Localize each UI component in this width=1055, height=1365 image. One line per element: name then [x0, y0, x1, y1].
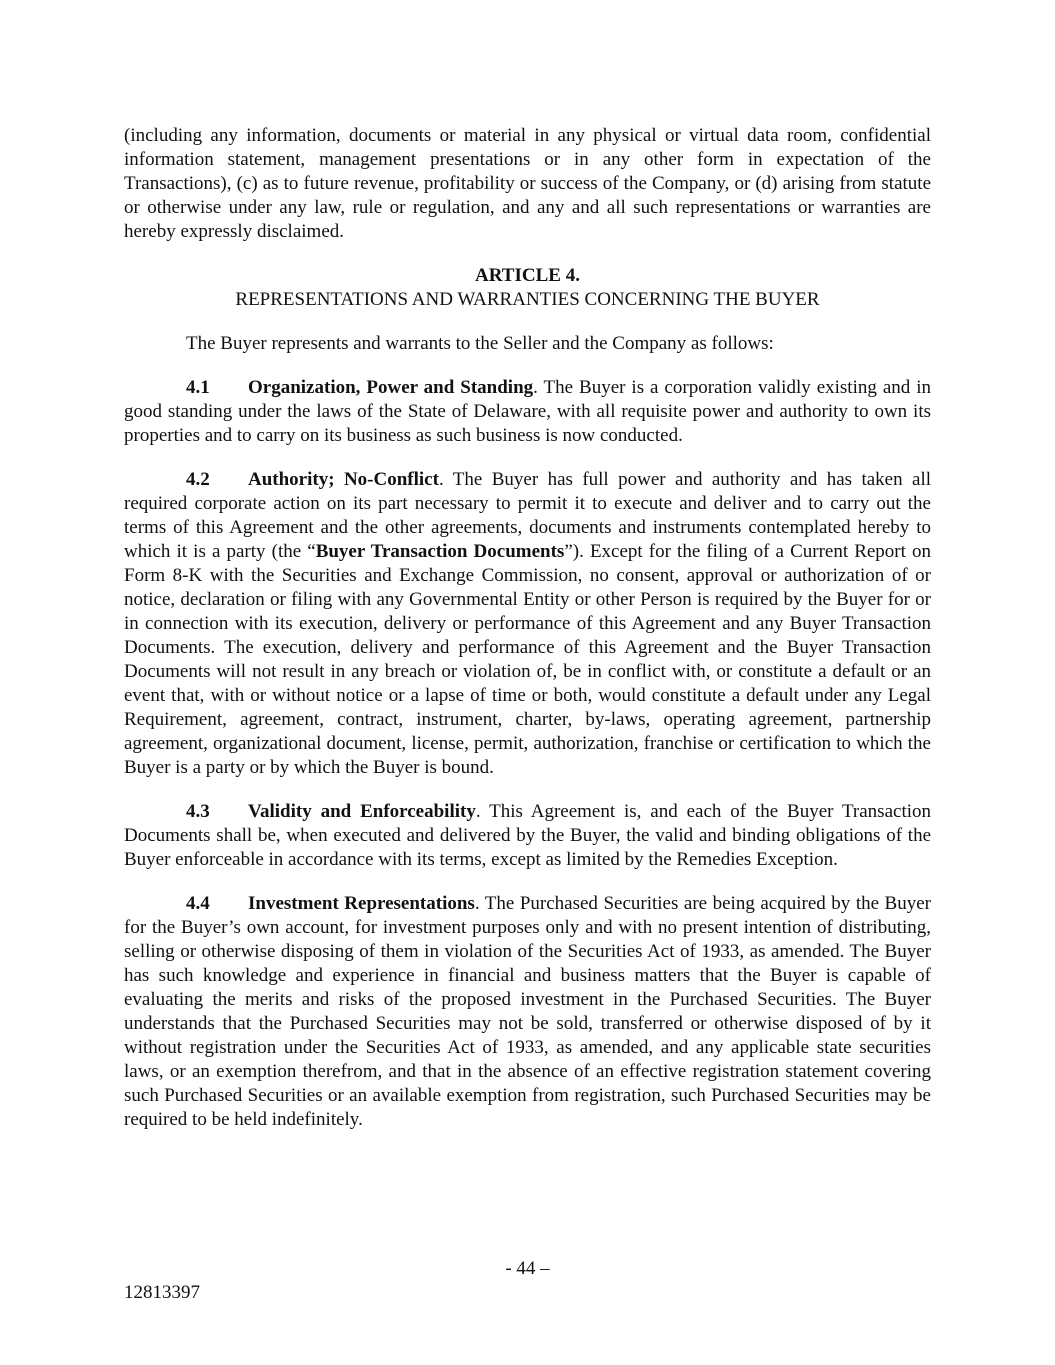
section-number: 4.2	[186, 469, 210, 490]
section-4-4	[124, 892, 931, 1132]
section-number: 4.1	[186, 377, 210, 398]
article-number: ARTICLE 4.	[475, 265, 580, 286]
defined-term: Buyer Transaction Documents	[315, 541, 565, 562]
intro-paragraph: (including any information, documents or material in any physical or virtual data room, confidential information statement, management presentations or in any other form in expectation of the Transactions), (c) as to future revenue, profitability or success of the Company, or (d) arising from statute or otherwise under any law, rule or regulation, and any and all such representations or warranties are hereby expressly disclaimed.	[124, 125, 931, 242]
section-body: . The Purchased Securities are being acquired by the Buyer for the Buyer’s own account, for investment purposes only and with no present intention of distributing, selling or otherwise disposing of them in violation of the Securities Act of 1933, as amended. The Buyer has such knowledge and experience in financial and business matters that the Buyer is capable of evaluating the merits and risks of the proposed investment in the Purchased Securities. The Buyer understands that the Purchased Securities may not be sold, transferred or otherwise disposed of by it without registration under the Securities Act of 1933, as amended, and any applicable state securities laws, or an exemption therefrom, and that in the absence of an effective registration statement covering such Purchased Securities or an available exemption from registration, such Purchased Securities may be required to be held indefinitely.	[124, 893, 931, 1130]
section-number: 4.3	[186, 801, 210, 822]
section-body: . This Agreement is, and each of the Buyer Transaction Documents shall be, when executed and delivered by the Buyer, the valid and binding obligations of the Buyer enforceable in accordance with its terms, except as limited by the Remedies Exception.	[124, 801, 931, 870]
section-heading: Validity and Enforceability	[248, 801, 476, 822]
section-4-2	[124, 468, 931, 780]
section-heading: Investment Representations	[248, 893, 475, 914]
section-4-1	[124, 376, 931, 448]
document-page	[124, 124, 931, 1132]
section-number: 4.4	[186, 893, 210, 914]
section-body: . The Buyer is a corporation validly existing and in good standing under the laws of the State of Delaware, with all requisite power and authority to own its properties and to carry on its business as such business is now conducted.	[124, 377, 931, 446]
section-body-continued: ”). Except for the filing of a Current Report on Form 8-K with the Securities and Exchange Commission, no consent, approval or authorization of or notice, declaration or filing with any Governmental Entity or other Person is required by the Buyer for or in connection with its execution, delivery or performance of this Agreement and any Buyer Transaction Documents. The execution, delivery and performance of this Agreement and the Buyer Transaction Documents will not result in any breach or violation of, be in conflict with, or constitute a default or an event that, with or without notice or a lapse of time or both, would constitute a default under any Legal Requirement, agreement, contract, instrument, charter, by-laws, operating agreement, partnership agreement, organizational document, license, permit, authorization, franchise or certification to which the Buyer is a party or by which the Buyer is bound.	[124, 541, 932, 778]
section-heading: Authority; No-Conflict	[248, 469, 439, 490]
page-number: - 44 –	[505, 1258, 550, 1279]
article-title: REPRESENTATIONS AND WARRANTIES CONCERNING THE BUYER	[235, 289, 820, 310]
section-body: . The Buyer has full power and authority and has taken all required corporate action on its part necessary to permit it to execute and deliver and to carry out the terms of this Agreement and the other agreements, documents and instruments contemplated hereby to which it is a party (the “	[124, 469, 932, 562]
document-id: 12813397	[124, 1282, 200, 1303]
section-4-3	[124, 800, 931, 872]
section-heading: Organization, Power and Standing	[248, 377, 534, 398]
lead-in-paragraph: The Buyer represents and warrants to the Seller and the Company as follows:	[186, 333, 774, 354]
